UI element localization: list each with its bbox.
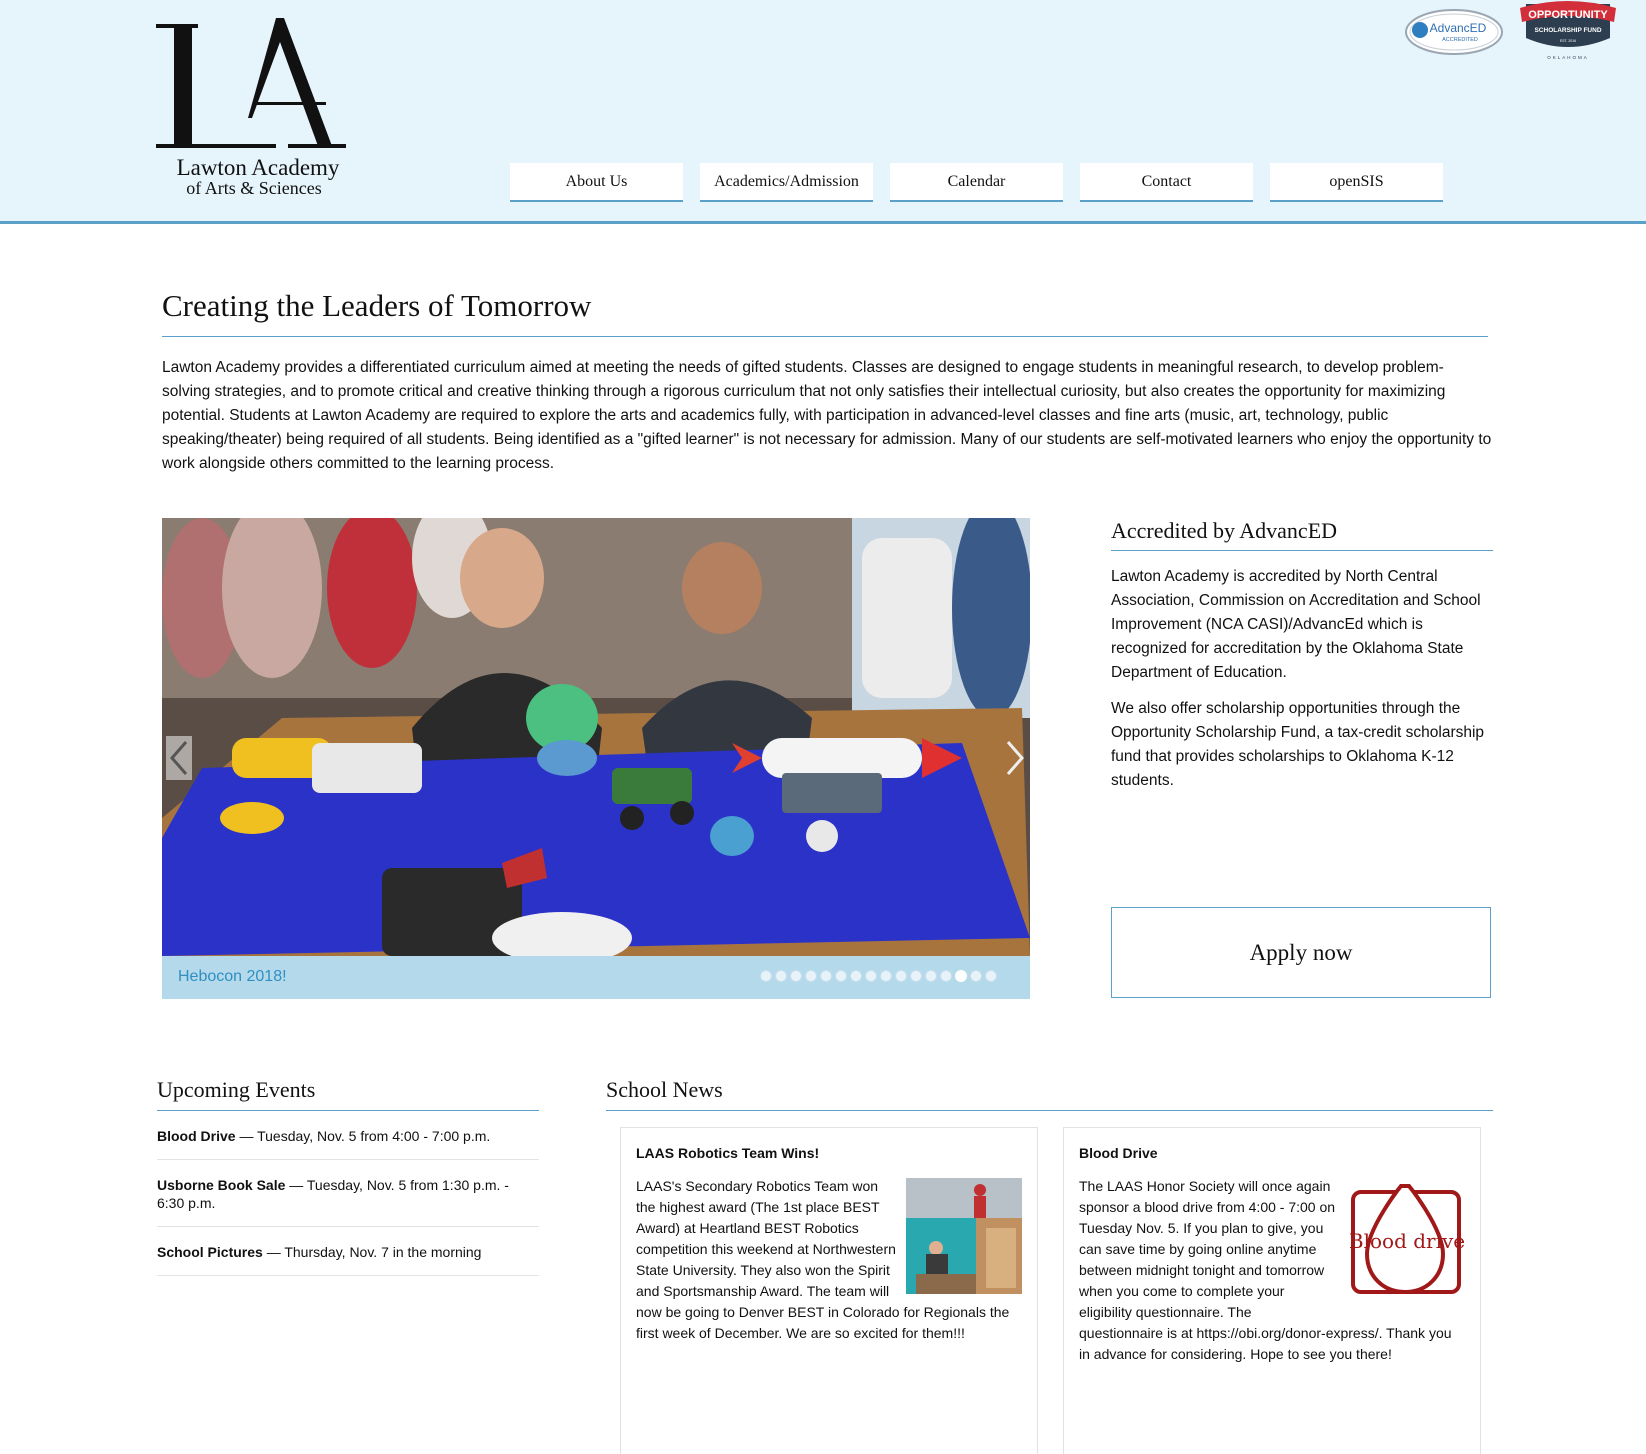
- nav-calendar[interactable]: Calendar: [890, 163, 1063, 202]
- slider-dot[interactable]: [940, 970, 952, 982]
- logo-name: Lawton Academy: [176, 155, 340, 180]
- blood-drive-logo[interactable]: [1349, 1184, 1465, 1300]
- slider-prev-button[interactable]: [166, 736, 192, 780]
- news-card-body: The LAAS Honor Society will once again sponsor a blood drive from 4:00 - 7:00 on Tuesday Nov. 5. If you plan to give, you can save time by going online anytime between midnight tonight and tomorrow when you come to complete your eligibility questionnaire. The questionnaire is at https://obi.org/donor-express/. Thank you in advance for considering. Hope to see you there!: [1079, 1178, 1452, 1362]
- main-nav: [510, 163, 1443, 203]
- opportunity-badge-sub: SCHOLARSHIP FUND: [1534, 27, 1602, 34]
- news-card-body: LAAS's Secondary Robotics Team won the highest award (The 1st place BEST Award) at Heartland BEST Robotics competition this weekend at Northwestern State University. They also won the Spirit and Sportsmanship Award. The team will now be going to Denver BEST in Colorado for Regionals the first week of December. We are so excited for them!!!: [636, 1178, 1010, 1341]
- slider-dot[interactable]: [910, 970, 922, 982]
- photo-slider: [162, 518, 1030, 999]
- nav-opensis[interactable]: openSIS: [1270, 163, 1443, 202]
- news-card-title[interactable]: LAAS Robotics Team Wins!: [636, 1145, 820, 1161]
- news-card-title[interactable]: Blood Drive: [1079, 1145, 1158, 1161]
- news-card-blood-drive: [1063, 1127, 1481, 1454]
- accreditation-paragraph-1: Lawton Academy is accredited by North Central Association, Commission on Accreditation and School Improvement (NCA CASI)/AdvancEd which is recognized for accreditation by the Oklahoma State Department of Education.: [1111, 568, 1481, 681]
- opportunity-badge-state: OKLAHOMA: [1547, 55, 1589, 60]
- slider-caption-bar: [162, 956, 1030, 999]
- slider-dot[interactable]: [925, 970, 937, 982]
- intro-divider: [162, 336, 1488, 337]
- slider-pagination: [760, 970, 997, 982]
- slider-dot[interactable]: [865, 970, 877, 982]
- event-detail: — Thursday, Nov. 7 in the morning: [262, 1244, 482, 1260]
- event-name: Blood Drive: [157, 1128, 236, 1144]
- site-logo[interactable]: [156, 16, 356, 206]
- accreditation-divider: [1111, 550, 1493, 551]
- advanced-accredited-badge[interactable]: [1404, 8, 1504, 56]
- slider-dot[interactable]: [895, 970, 907, 982]
- nav-contact[interactable]: Contact: [1080, 163, 1253, 202]
- accreditation-title: Accredited by AdvancED: [1111, 518, 1338, 543]
- nav-academics-admission[interactable]: Academics/Admission: [700, 163, 873, 202]
- slider-dot[interactable]: [760, 970, 772, 982]
- event-name: School Pictures: [157, 1244, 263, 1260]
- slider-dot[interactable]: [880, 970, 892, 982]
- news-title: School News: [606, 1077, 723, 1102]
- slider-caption: Hebocon 2018!: [178, 968, 287, 985]
- events-title: Upcoming Events: [157, 1077, 316, 1102]
- intro-title: Creating the Leaders of Tomorrow: [162, 288, 592, 323]
- event-detail: — Tuesday, Nov. 5 from 1:30 p.m. - 6:30 p.m.: [157, 1177, 509, 1211]
- chevron-left-icon: [166, 736, 192, 780]
- site-header: [0, 0, 1646, 224]
- nav-about-us[interactable]: About Us: [510, 163, 683, 202]
- advanced-badge-label: AdvancED: [1429, 21, 1487, 35]
- robotics-team-photo[interactable]: [906, 1178, 1022, 1294]
- slider-dot[interactable]: [805, 970, 817, 982]
- slider-dot[interactable]: [850, 970, 862, 982]
- events-list: [157, 1111, 539, 1276]
- event-detail: — Tuesday, Nov. 5 from 4:00 - 7:00 p.m.: [235, 1128, 491, 1144]
- logo-subtitle: of Arts & Sciences: [186, 178, 322, 198]
- event-item[interactable]: [157, 1160, 539, 1227]
- news-card-robotics: [620, 1127, 1038, 1454]
- slider-dot[interactable]: [775, 970, 787, 982]
- event-item[interactable]: [157, 1227, 539, 1276]
- slider-dot[interactable]: [820, 970, 832, 982]
- accreditation-body: [1111, 565, 1487, 805]
- accreditation-paragraph-2: We also offer scholarship opportunities through the Opportunity Scholarship Fund, a tax-credit scholarship fund that provides scholarships to Oklahoma K-12 students.: [1111, 700, 1485, 789]
- slider-photo-robotics: [162, 518, 1030, 956]
- opportunity-scholarship-badge[interactable]: [1518, 0, 1618, 62]
- slider-dot[interactable]: [985, 970, 997, 982]
- intro-body: Lawton Academy provides a differentiated curriculum aimed at meeting the needs of gifted students. Classes are designed to engage students in meaningful research, to develop problem-solving strategies, and to promote critical and creative thinking through a rigorous curriculum that not only satisfies their intellectual curiosity, but also creates the opportunity for maximizing potential. Students at Lawton Academy are required to explore the arts and academics fully, with participation in advanced-level classes and fine arts (music, art, technology, public speaking/theater) being required of all students. Being identified as a "gifted learner" is not necessary for admission. Many of our students are self-motivated learners who enjoy the opportunity to work alongside others committed to the learning process.: [162, 359, 1492, 472]
- chevron-right-icon: [1002, 736, 1028, 780]
- advanced-badge-sub: ACCREDITED: [1442, 37, 1478, 43]
- slider-dot[interactable]: [835, 970, 847, 982]
- blood-drive-logo-text: Blood drive: [1349, 1229, 1465, 1253]
- slider-dot[interactable]: [790, 970, 802, 982]
- slider-dot[interactable]: [970, 970, 982, 982]
- slider-dot[interactable]: [955, 970, 967, 982]
- opportunity-badge-label: OPPORTUNITY: [1528, 9, 1608, 21]
- event-item[interactable]: [157, 1111, 539, 1160]
- la-monogram-logo: [156, 16, 346, 156]
- opportunity-badge-est: EST. 2016: [1559, 39, 1577, 43]
- apply-now-button[interactable]: Apply now: [1111, 907, 1491, 998]
- event-name: Usborne Book Sale: [157, 1177, 286, 1193]
- slider-next-button[interactable]: [1002, 736, 1028, 780]
- news-divider: [606, 1110, 1493, 1111]
